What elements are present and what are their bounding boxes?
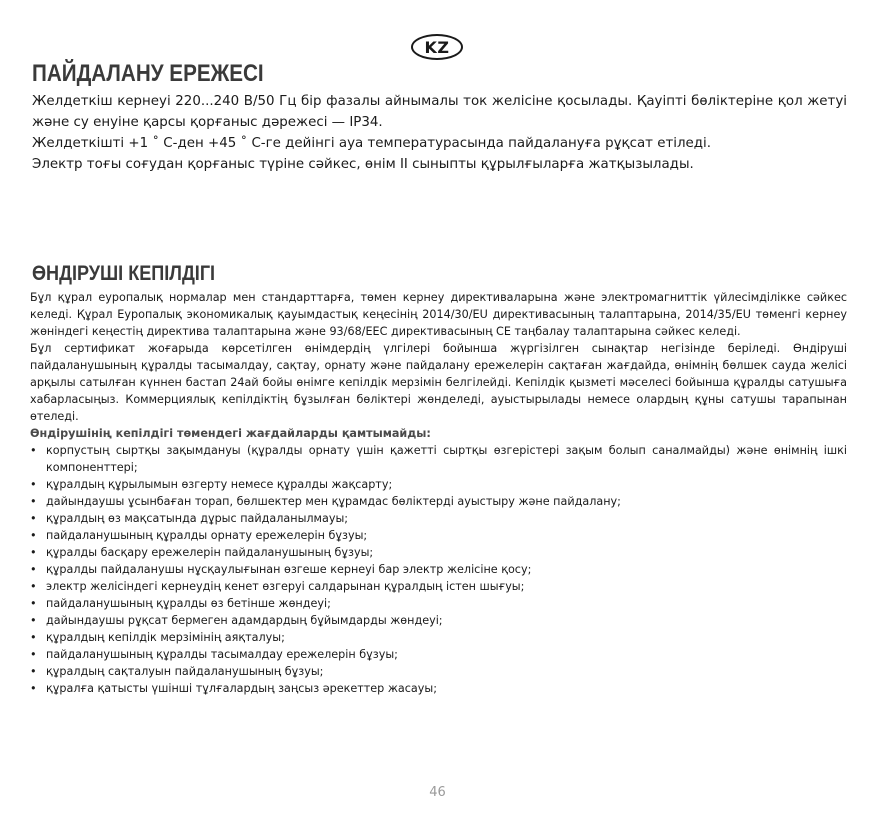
list-item (30, 646, 847, 663)
list-item (30, 629, 847, 646)
list-item-text: құралды пайдаланушы нұсқаулығынан өзгеше кернеуі бар электр желісіне қосу; (46, 563, 532, 576)
list-item (30, 578, 847, 595)
list-item-text: электр желісіндегі кернеудің кенет өзгеруі салдарынан құралдың істен шығуы; (46, 580, 525, 593)
usage-paragraph-3: Электр тоғы соғудан қорғаныс түріне сәйкес, өнім ІІ сыныпты құрылғыларға жатқызылады. (32, 157, 694, 172)
usage-paragraph-2: Желдеткішті +1 ˚ С-ден +45 ˚ С-ге дейінгі ауа температурасында пайдалануға рұқсат етіледі. (32, 136, 711, 151)
list-item (30, 510, 847, 527)
bullet-icon: • (30, 529, 37, 542)
bullet-icon: • (30, 580, 37, 593)
usage-paragraph-1: Желдеткіш кернеуі 220...240 В/50 Гц бір фазалы айнымалы ток желісіне қосылады. Қауіпті бөліктеріне қол жетуі және су енуіне қарсы қорғаныс дәрежесі — IP34. (32, 94, 847, 130)
warranty-paragraph-1: Бұл құрал еуропалық нормалар мен стандарттарға, төмен кернеу директиваларына және электромагниттік үйлесімділікке сәйкес келеді. Құрал Еуропалық экономикалық қауымдастық кеңесінің 2014/30/EU директивасының талаптарына, 2014/35/EU төменгі кернеу жөніндегі кеңестің директива талаптарына және 93/68/EEC директивасының CE таңбалау талаптарына сәйкес келеді. (30, 291, 847, 338)
bullet-icon: • (30, 614, 37, 627)
section-title-usage-rules: ПАЙДАЛАНУ ЕРЕЖЕСІ (32, 60, 264, 87)
list-item-text: пайдаланушының құралды орнату ережелерін бұзуы; (46, 529, 368, 542)
bullet-icon: • (30, 563, 37, 576)
warranty-exclusions-list (30, 442, 847, 697)
list-item (30, 493, 847, 510)
usage-rules-body (32, 91, 847, 175)
list-item (30, 442, 847, 476)
list-item-text: құралға қатысты үшінші тұлғалардың заңсыз әрекеттер жасауы; (46, 682, 438, 695)
list-item-text: құралдың құрылымын өзгерту немесе құралды жақсарту; (46, 478, 393, 491)
bullet-icon: • (30, 682, 37, 695)
bullet-icon: • (30, 444, 37, 457)
bullet-icon: • (30, 546, 37, 559)
bullet-icon: • (30, 495, 37, 508)
warranty-paragraph-2: Бұл сертификат жоғарыда көрсетілген өнімдердің үлгілері бойынша жүргізілген сынақтар негізінде беріледі. Өндіруші пайдаланушының құралды тасымалдау, сақтау, орнату және пайдалану ережелерін сақтаған жағдайда, өнімнің бөлшек сауда желісі арқылы сатылған күннен бастап 24ай бойы өнімге кепілдік мерзімін белгілейді. Кепілдік қызметі мәселесі бойынша құралды сатушыға хабарласыңыз. Коммерциялық кепілдіктің бұзылған бөліктері жөнделеді, ауыстырылады немесе олардың құны сатушы тарапынан өтеледі. (30, 342, 847, 423)
list-item-text: пайдаланушының құралды тасымалдау ережелерін бұзуы; (46, 648, 398, 661)
language-badge: KZ (411, 34, 463, 60)
list-item-text: дайындаушы рұқсат бермеген адамдардың бұйымдарды жөндеуі; (46, 614, 443, 627)
warranty-exclusions-heading: Өндірушінің кепілдігі төмендегі жағдайларды қамтымайды: (30, 427, 431, 440)
bullet-icon: • (30, 648, 37, 661)
list-item-text: құралдың кепілдік мерзімінің аяқталуы; (46, 631, 285, 644)
bullet-icon: • (30, 478, 37, 491)
list-item (30, 663, 847, 680)
list-item-text: құралдың өз мақсатында дұрыс пайдаланылмауы; (46, 512, 349, 525)
list-item-text: пайдаланушының құралды өз бетінше жөндеуі; (46, 597, 331, 610)
list-item (30, 595, 847, 612)
list-item-text: құралдың сақталуын пайдаланушының бұзуы; (46, 665, 324, 678)
list-item (30, 612, 847, 629)
warranty-body (30, 289, 847, 697)
page-number: 46 (429, 785, 446, 800)
list-item (30, 680, 847, 697)
bullet-icon: • (30, 631, 37, 644)
list-item-text: дайындаушы ұсынбаған торап, бөлшектер мен құрамдас бөліктерді ауыстыру және пайдалану; (46, 495, 621, 508)
list-item (30, 561, 847, 578)
list-item (30, 476, 847, 493)
list-item (30, 527, 847, 544)
bullet-icon: • (30, 597, 37, 610)
list-item-text: құралды басқару ережелерін пайдаланушының бұзуы; (46, 546, 374, 559)
bullet-icon: • (30, 512, 37, 525)
section-title-warranty: ӨНДІРУШІ КЕПІЛДІГІ (32, 262, 216, 285)
bullet-icon: • (30, 665, 37, 678)
list-item-text: корпустың сыртқы зақымдануы (құралды орнату үшін қажетті сыртқы өзгерістері зақым болып саналмайды) және өнімнің ішкі компоненттері; (46, 444, 847, 474)
list-item (30, 544, 847, 561)
